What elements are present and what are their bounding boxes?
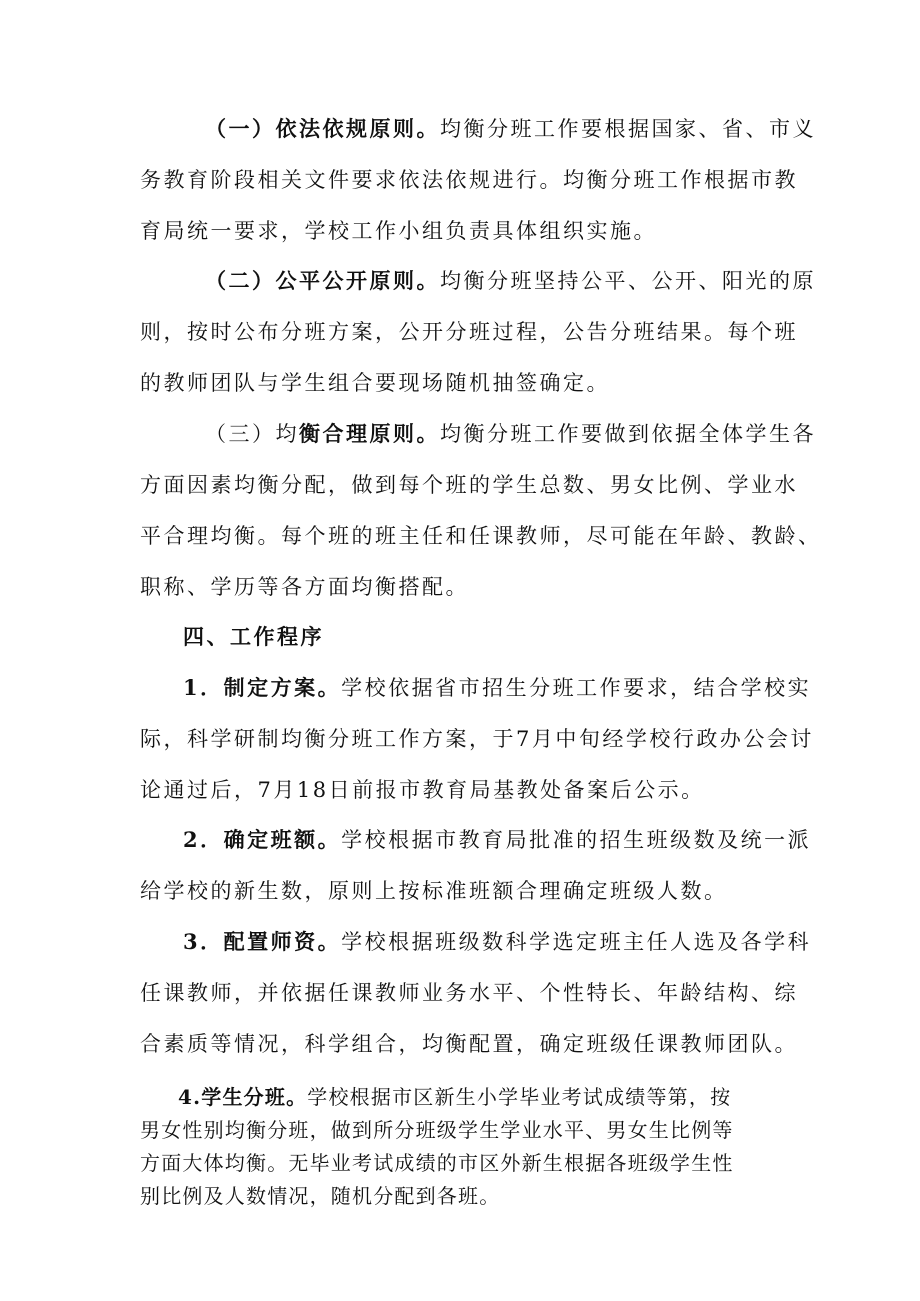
paragraph-line: 方面大体均衡。无毕业考试成绩的市区外新生根据各班级学生性	[140, 1151, 734, 1175]
paragraph-line: 平合理均衡。每个班的班主任和任课教师，尽可能在年龄、教龄、	[140, 524, 822, 548]
paragraph-heading: 衡合理原则。	[299, 421, 440, 446]
paragraph-line	[183, 826, 811, 854]
paragraph-heading: （二）公平公开原则。	[205, 268, 440, 293]
paragraph-line: 合素质等情况，科学组合，均衡配置，确定班级任课教师团队。	[140, 1032, 798, 1056]
paragraph-heading-plain: （三）均	[205, 422, 299, 446]
paragraph-line: 任课教师，并依据任课教师业务水平、个性特长、年龄结构、综	[140, 981, 798, 1005]
paragraph-line: 方面因素均衡分配，做到每个班的学生总数、男女比例、学业水	[140, 473, 798, 497]
paragraph-text: 均衡分班工作要做到依据全体学生各	[440, 422, 816, 446]
paragraph-line	[205, 420, 816, 448]
step-text: 学校根据市区新生小学毕业考试成绩等第，按	[307, 1085, 732, 1109]
paragraph-line: 务教育阶段相关文件要求依法依规进行。均衡分班工作根据市教	[140, 168, 798, 192]
paragraph-line: 别比例及人数情况，随机分配到各班。	[140, 1184, 501, 1208]
paragraph-line: 际，科学研制均衡分班工作方案，于7月中旬经学校行政办公会讨	[140, 727, 814, 751]
paragraph-line	[183, 928, 811, 956]
paragraph-heading: （一）依法依规原则。	[205, 116, 440, 141]
step-heading: 2．确定班额。	[183, 827, 342, 852]
step-heading: 4.学生分班。	[178, 1085, 308, 1109]
paragraph-line: 育局统一要求，学校工作小组负责具体组织实施。	[140, 219, 657, 243]
step-heading: 3．配置师资。	[183, 929, 342, 954]
paragraph-text: 均衡分班工作要根据国家、省、市义	[440, 117, 816, 141]
step-text: 学校根据市教育局批准的招生班级数及统一派	[341, 828, 812, 852]
paragraph-line: 给学校的新生数，原则上按标准班额合理确定班级人数。	[140, 879, 728, 903]
paragraph-line: 男女性别均衡分班，做到所分班级学生学业水平、男女生比例等	[140, 1118, 734, 1142]
paragraph-line	[183, 674, 811, 702]
paragraph-line: 论通过后，7月18日前报市教育局基教处备案后公示。	[140, 778, 705, 802]
step-heading: 1．制定方案。	[183, 675, 342, 700]
paragraph-line	[205, 115, 816, 143]
paragraph-line: 则，按时公布分班方案，公开分班过程，公告分班结果。每个班	[140, 320, 798, 344]
paragraph-line: 的教师团队与学生组合要现场随机抽签确定。	[140, 371, 610, 395]
step-text: 学校依据省市招生分班工作要求，结合学校实	[341, 676, 812, 700]
paragraph-line	[205, 267, 816, 295]
paragraph-text: 均衡分班坚持公平、公开、阳光的原	[440, 269, 816, 293]
paragraph-line	[178, 1083, 731, 1111]
section-heading: 四、工作程序	[183, 624, 324, 649]
paragraph-line: 职称、学历等各方面均衡搭配。	[140, 575, 469, 599]
step-text: 学校根据班级数科学选定班主任人选及各学科	[341, 930, 812, 954]
